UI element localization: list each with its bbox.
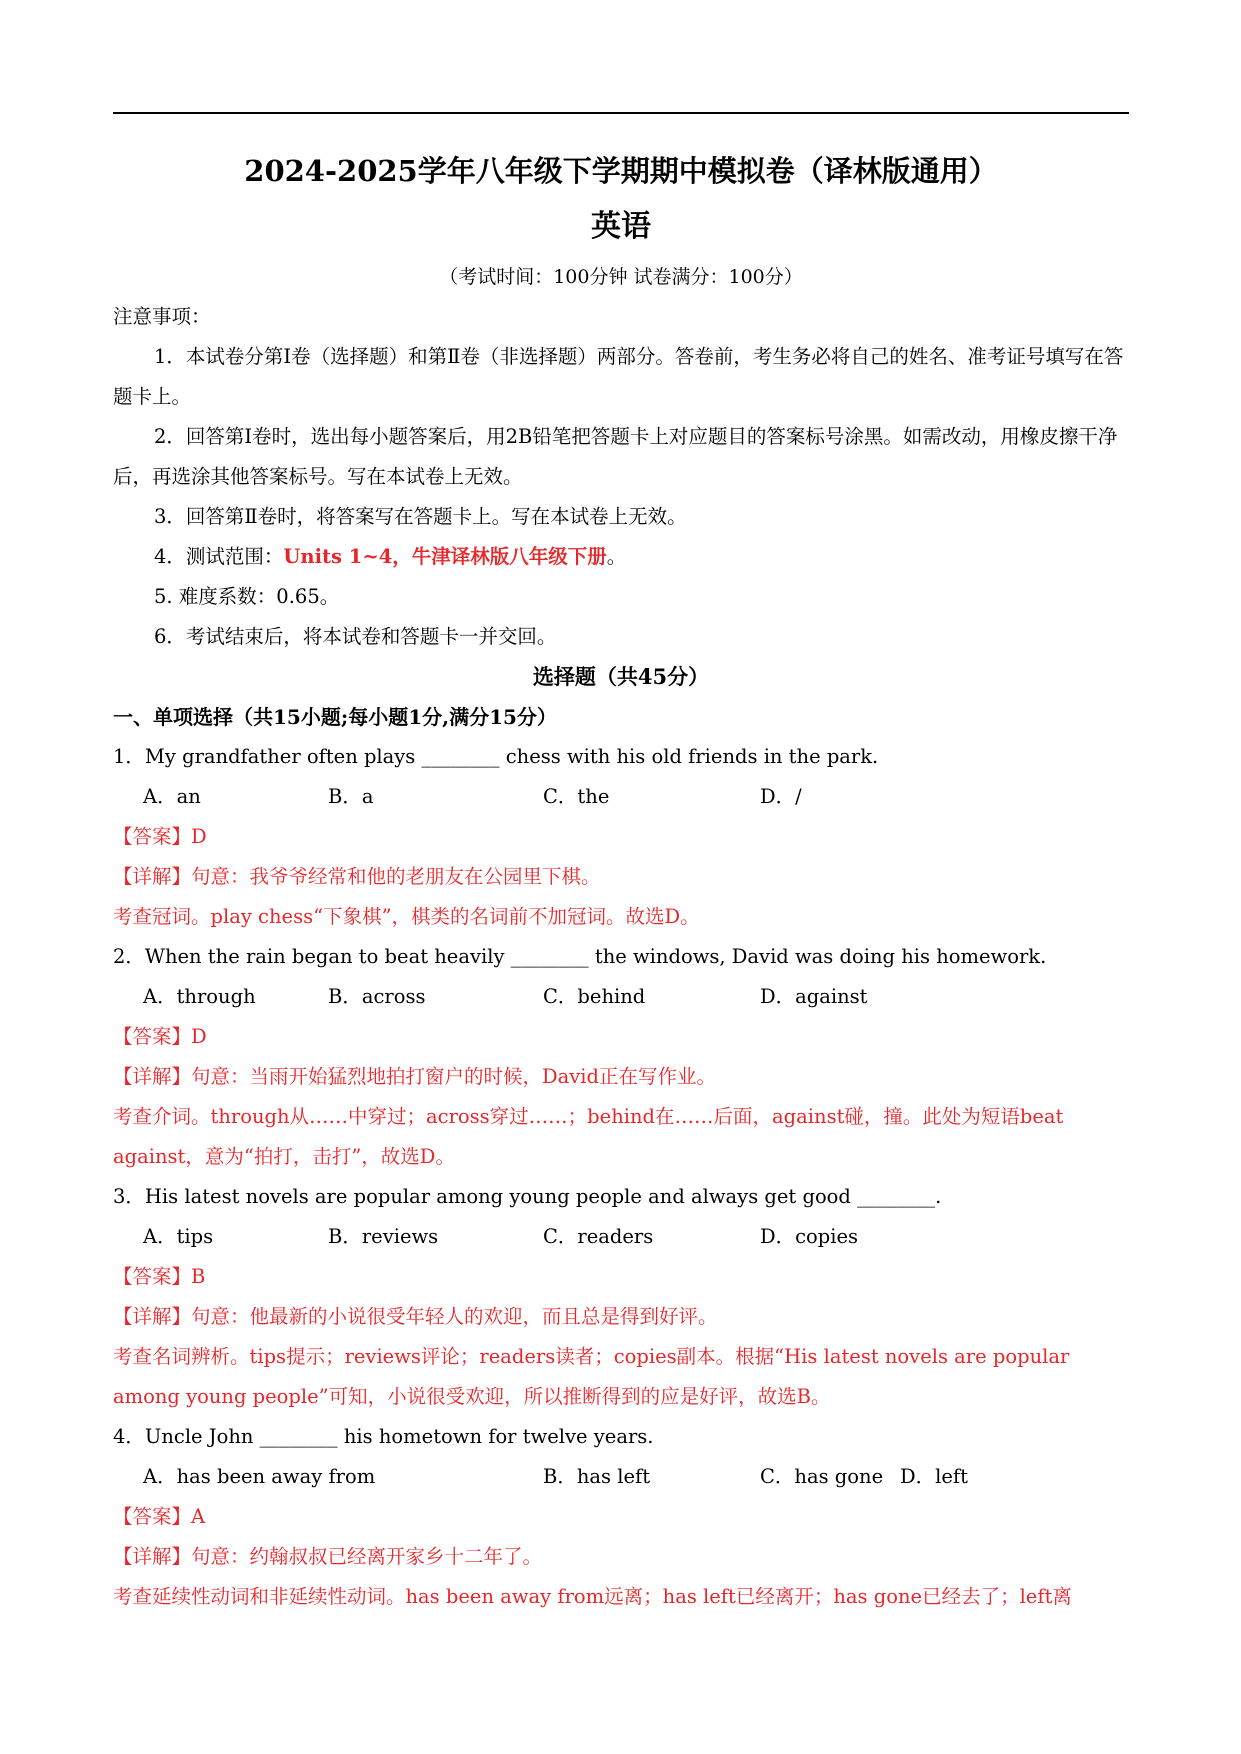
question-1-stem: 1．My grandfather often plays ________ chess with his old friends in the park. (113, 745, 879, 768)
question-3-option-b: B．reviews (328, 1225, 439, 1248)
question-1-answer: 【答案】D (113, 825, 207, 848)
question-2-option-d: D．against (760, 985, 868, 1008)
section-title: 选择题（共45分） (532, 664, 710, 689)
question-4-answer: 【答案】A (113, 1505, 206, 1528)
question-4-detail-meaning: 【详解】句意：约翰叔叔已经离开家乡十二年了。 (113, 1545, 543, 1568)
notes-heading: 注意事项： (113, 305, 211, 328)
exam-title: 2024-2025学年八年级下学期期中模拟卷（译林版通用） (244, 154, 998, 188)
note-item-6: 6．考试结束后，将本试卷和答题卡一并交回。 (154, 625, 557, 648)
question-2-option-b: B．across (328, 985, 426, 1008)
question-1-option-b: B．a (328, 785, 374, 808)
part-title: 一、单项选择（共15小题;每小题1分,满分15分） (113, 705, 557, 729)
question-3-answer: 【答案】B (113, 1265, 206, 1288)
question-3-stem: 3．His latest novels are popular among young people and always get good ________. (113, 1185, 942, 1208)
question-3-detail-analysis: 考查名词辨析。tips提示；reviews评论；readers读者；copies副本。根据“His latest novels are popular among young people”可知，小说很受欢迎，所以推断得到的应是好评，故选B。 (113, 1345, 1070, 1408)
question-1-options (113, 777, 1129, 817)
question-3-option-c: C．readers (543, 1225, 654, 1248)
question-4-detail-analysis: 考查延续性动词和非延续性动词。has been away from远离；has left已经离开；has gone已经去了；left离 (113, 1585, 1072, 1608)
question-2-detail-analysis: 考查介词。through从……中穿过；across穿过……；behind在……后面，against碰，撞。此处为短语beat against，意为“拍打，击打”，故选D。 (113, 1105, 1064, 1168)
top-rule (113, 112, 1129, 114)
question-1-option-a: A．an (143, 785, 201, 808)
question-4-stem: 4．Uncle John ________ his hometown for twelve years. (113, 1425, 654, 1448)
question-1-option-c: C．the (543, 785, 610, 808)
question-4-options (113, 1457, 1129, 1497)
question-4-option-a: A．has been away from (143, 1465, 376, 1488)
question-1-option-d: D．/ (760, 785, 802, 808)
page-content (113, 145, 1129, 1617)
question-4-option-c: C．has gone (760, 1465, 884, 1488)
note-item-4-suffix: 。 (606, 545, 627, 568)
question-1-detail-meaning: 【详解】句意：我爷爷经常和他的老朋友在公园里下棋。 (113, 865, 601, 888)
question-2-option-c: C．behind (543, 985, 646, 1008)
note-item-5: 5. 难度系数：0.65。 (154, 585, 340, 608)
question-1-detail-analysis: 考查冠词。play chess“下象棋”，棋类的名词前不加冠词。故选D。 (113, 905, 700, 928)
note-item-4 (113, 537, 1129, 577)
note-item-1: 1．本试卷分第Ⅰ卷（选择题）和第Ⅱ卷（非选择题）两部分。答卷前，考生务必将自己的姓名、准考证号填写在答题卡上。 (113, 345, 1124, 408)
question-2-option-a: A．through (143, 985, 256, 1008)
note-item-2: 2．回答第Ⅰ卷时，选出每小题答案后，用2B铅笔把答题卡上对应题目的答案标号涂黑。如需改动，用橡皮擦干净后，再选涂其他答案标号。写在本试卷上无效。 (113, 425, 1118, 488)
subject-title: 英语 (591, 209, 651, 244)
question-3-option-d: D．copies (760, 1225, 859, 1248)
question-2-answer: 【答案】D (113, 1025, 207, 1048)
question-3-option-a: A．tips (143, 1225, 214, 1248)
question-3-detail-meaning: 【详解】句意：他最新的小说很受年轻人的欢迎，而且总是得到好评。 (113, 1305, 718, 1328)
question-4-option-b: B．has left (543, 1465, 651, 1488)
test-scope: Units 1~4，牛津译林版八年级下册 (283, 545, 607, 568)
question-2-options (113, 977, 1129, 1017)
note-item-4-prefix: 4．测试范围： (154, 545, 284, 568)
exam-info: （考试时间：100分钟 试卷满分：100分） (439, 266, 803, 288)
note-item-3: 3．回答第Ⅱ卷时，将答案写在答题卡上。写在本试卷上无效。 (154, 505, 687, 528)
question-3-options (113, 1217, 1129, 1257)
question-4-option-d: D．left (900, 1465, 968, 1488)
question-2-detail-meaning: 【详解】句意：当雨开始猛烈地拍打窗户的时候，David正在写作业。 (113, 1065, 716, 1088)
question-2-stem: 2．When the rain began to beat heavily ________ the windows, David was doing his homework. (113, 945, 1047, 968)
